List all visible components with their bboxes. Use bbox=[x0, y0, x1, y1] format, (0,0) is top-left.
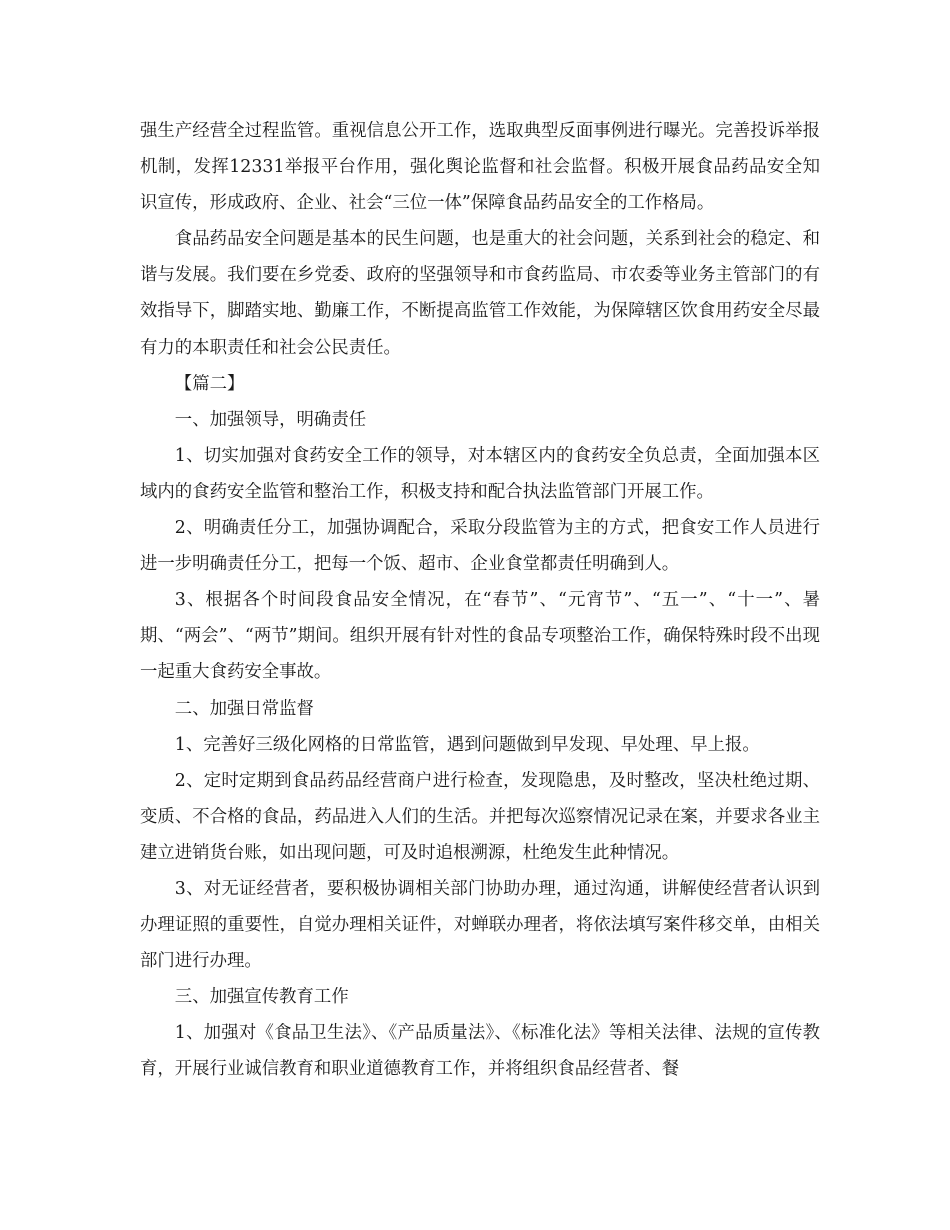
section-heading-1: 一、加强领导，明确责任 bbox=[174, 409, 367, 430]
section-heading-2: 二、加强日常监督 bbox=[174, 698, 314, 719]
paragraph-1-1: 1、切实加强对食药安全工作的领导，对本辖区内的食药安全负总责，全面加强本区域内的食药安全监管和整治工作，积极支持和配合执法监管部门开展工作。 bbox=[140, 445, 820, 502]
paragraph-2-1: 1、完善好三级化网格的日常监管，遇到问题做到早发现、早处理、早上报。 bbox=[174, 734, 760, 755]
document-body bbox=[140, 113, 820, 1088]
paragraph-2-3: 3、对无证经营者，要积极协调相关部门协助办理，通过沟通，讲解使经营者认识到办理证照的重要性，自觉办理相关证件，对蝉联办理者，将依法填写案件移交单，由相关部门进行办理。 bbox=[140, 878, 820, 972]
paragraph-1: 强生产经营全过程监管。重视信息公开工作，选取典型反面事例进行曝光。完善投诉举报机制，发挥12331举报平台作用，强化舆论监督和社会监督。积极开展食品药品安全知识宣传，形成政府、企业、社会“三位一体”保障食品药品安全的工作格局。 bbox=[140, 121, 820, 214]
paragraph-2-2: 2、定时定期到食品药品经营商户进行检查，发现隐患，及时整改，坚决杜绝过期、变质、不合格的食品，药品进入人们的生活。并把每次巡察情况记录在案，并要求各业主建立进销货台账，如出现问题，可及时追根溯源，杜绝发生此种情况。 bbox=[140, 770, 820, 863]
paragraph-2: 食品药品安全问题是基本的民生问题，也是重大的社会问题，关系到社会的稳定、和谐与发展。我们要在乡党委、政府的坚强领导和市食药监局、市农委等业务主管部门的有效指导下，脚踏实地、勤廉工作，不断提高监管工作效能，为保障辖区饮食用药安全尽最有力的本职责任和社会公民责任。 bbox=[140, 229, 820, 358]
section-heading-3: 三、加强宣传教育工作 bbox=[174, 987, 349, 1008]
paragraph-1-2: 2、明确责任分工，加强协调配合，采取分段监管为主的方式，把食安工作人员进行进一步明确责任分工，把每一个饭、超市、企业食堂都责任明确到人。 bbox=[140, 518, 820, 575]
paragraph-1-3: 3、根据各个时间段食品安全情况，在“春节”、“元宵节”、“五一”、“十一”、暑期、“两会”、“两节”期间。组织开展有针对性的食品专项整治工作，确保特殊时段不出现一起重大食药安全事故。 bbox=[140, 590, 820, 683]
section-heading-part-two: 【篇二】 bbox=[174, 373, 245, 394]
paragraph-3-1: 1、加强对《食品卫生法》、《产品质量法》、《标准化法》等相关法律、法规的宣传教育，开展行业诚信教育和职业道德教育工作，并将组织食品经营者、餐 bbox=[140, 1023, 820, 1080]
